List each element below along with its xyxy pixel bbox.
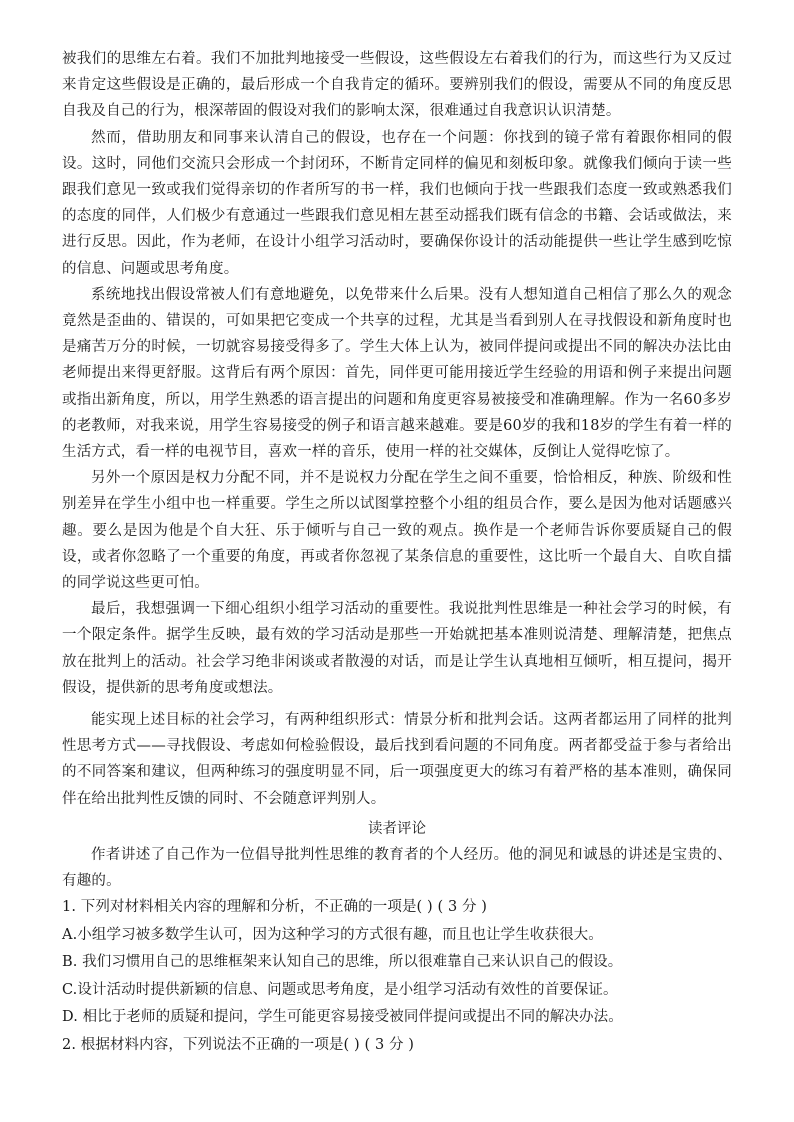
reader-review-title: 读者评论 xyxy=(368,820,426,837)
question-1-option-b: B. 我们习惯用自己的思维框架来认知自己的思维，所以很难靠自己来认识自己的假设。 xyxy=(62,954,623,971)
paragraph: 另外一个原因是权力分配不同，并不是说权力分配在学生之间不重要，恰恰相反，种族、阶级和性别差异在学生小组中也一样重要。学生之所以试图掌控整个小组的组员合作，要么是因为他对话题感兴趣。要么是因为他是个自大狂、乐于倾听与自己一致的观点。换作是一个老师告诉你要质疑自己的假设，或者你忽略了一个重要的角度，再或者你忽视了某条信息的重要性，这比听一个最自大、自吹自擂的同学说这些更可怕。 xyxy=(62,470,732,592)
paragraph: 然而，借助朋友和同事来认清自己的假设，也存在一个问题：你找到的镜子常有着跟你相同的假设。这时，同他们交流只会形成一个封闭环，不断肯定同样的偏见和刻板印象。就像我们倾向于读一些跟我们意见一致或我们觉得亲切的作者所写的书一样，我们也倾向于找一些跟我们态度一致或熟悉我们的态度的同伴，人们极少有意通过一些跟我们意见相左甚至动摇我们既有信念的书籍、会话或做法，来进行反思。因此，作为老师，在设计小组学习活动时，要确保你设计的活动能提供一些让学生感到吃惊的信息、问题或思考角度。 xyxy=(62,129,732,277)
paragraph: 能实现上述目标的社会学习，有两种组织形式：情景分析和批判会话。这两者都运用了同样的批判性思考方式——寻找假设、考虑如何检验假设，最后找到看问题的不同角度。两者都受益于参与者给出的不同答案和建议，但两种练习的强度明显不同，后一项强度更大的练习有着严格的基本准则，确保同伴在给出批判性反馈的同时、不会随意评判别人。 xyxy=(62,712,732,807)
reader-review-text: 作者讲述了自己作为一位倡导批判性思维的教育者的个人经历。他的洞见和诚恳的讲述是宝贵的、有趣的。 xyxy=(62,846,732,890)
questions-section xyxy=(62,894,732,1059)
reader-review-section xyxy=(62,816,732,894)
paragraph: 被我们的思维左右着。我们不加批判地接受一些假设，这些假设左右着我们的行为，而这些行为又反过来肯定这些假设是正确的，最后形成一个自我肯定的循环。要辨别我们的假设，需要从不同的角度反思自我及自己的行为，根深蒂固的假设对我们的影响太深，很难通过自我意识认识清楚。 xyxy=(62,51,732,120)
paragraph: 系统地找出假设常被人们有意地避免，以免带来什么后果。没有人想知道自己相信了那么久的观念竟然是歪曲的、错误的，可如果把它变成一个共享的过程，尤其是当看到别人在寻找假设和新角度时也是痛苦万分的时候，一切就容易接受得多了。学生大体上认为，被同伴提问或提出不同的解决办法比由老师提出来得更舒服。这背后有两个原因：首先，同伴更可能用接近学生经验的用语和例子来提出问题或指出新角度，所以，用学生熟悉的语言提出的问题和角度更容易被接受和准确理解。作为一名60多岁的老教师，对我来说，用学生容易接受的例子和语言越来越难。要是60岁的我和18岁的学生有着一样的生活方式，看一样的电视节目，喜欢一样的音乐，使用一样的社交媒体，反倒让人觉得吃惊了。 xyxy=(62,286,732,461)
article-body xyxy=(62,46,732,812)
question-1-option-c: C.设计活动时提供新颖的信息、问题或思考角度，是小组学习活动有效性的首要保证。 xyxy=(62,981,618,998)
question-2-stem: 2. 根据材料内容，下列说法不正确的一项是( ) ( 3 分 ) xyxy=(62,1036,415,1053)
question-1-stem: 1. 下列对材料相关内容的理解和分析，不正确的一项是( ) ( 3 分 ) xyxy=(62,899,488,916)
question-1-option-d: D. 相比于老师的质疑和提问，学生可能更容易接受被同伴提问或提出不同的解决办法。 xyxy=(62,1009,623,1026)
question-1-option-a: A.小组学习被多数学生认可，因为这种学习的方式很有趣，而且也让学生收获很大。 xyxy=(62,926,603,943)
paragraph: 最后，我想强调一下细心组织小组学习活动的重要性。我说批判性思维是一种社会学习的时候，有一个限定条件。据学生反映，最有效的学习活动是那些一开始就把基本准则说清楚、理解清楚，把焦点放在批判上的活动。社会学习绝非闲谈或者散漫的对话，而是让学生认真地相互倾听，相互提问，揭开假设，提供新的思考角度或想法。 xyxy=(62,601,732,696)
